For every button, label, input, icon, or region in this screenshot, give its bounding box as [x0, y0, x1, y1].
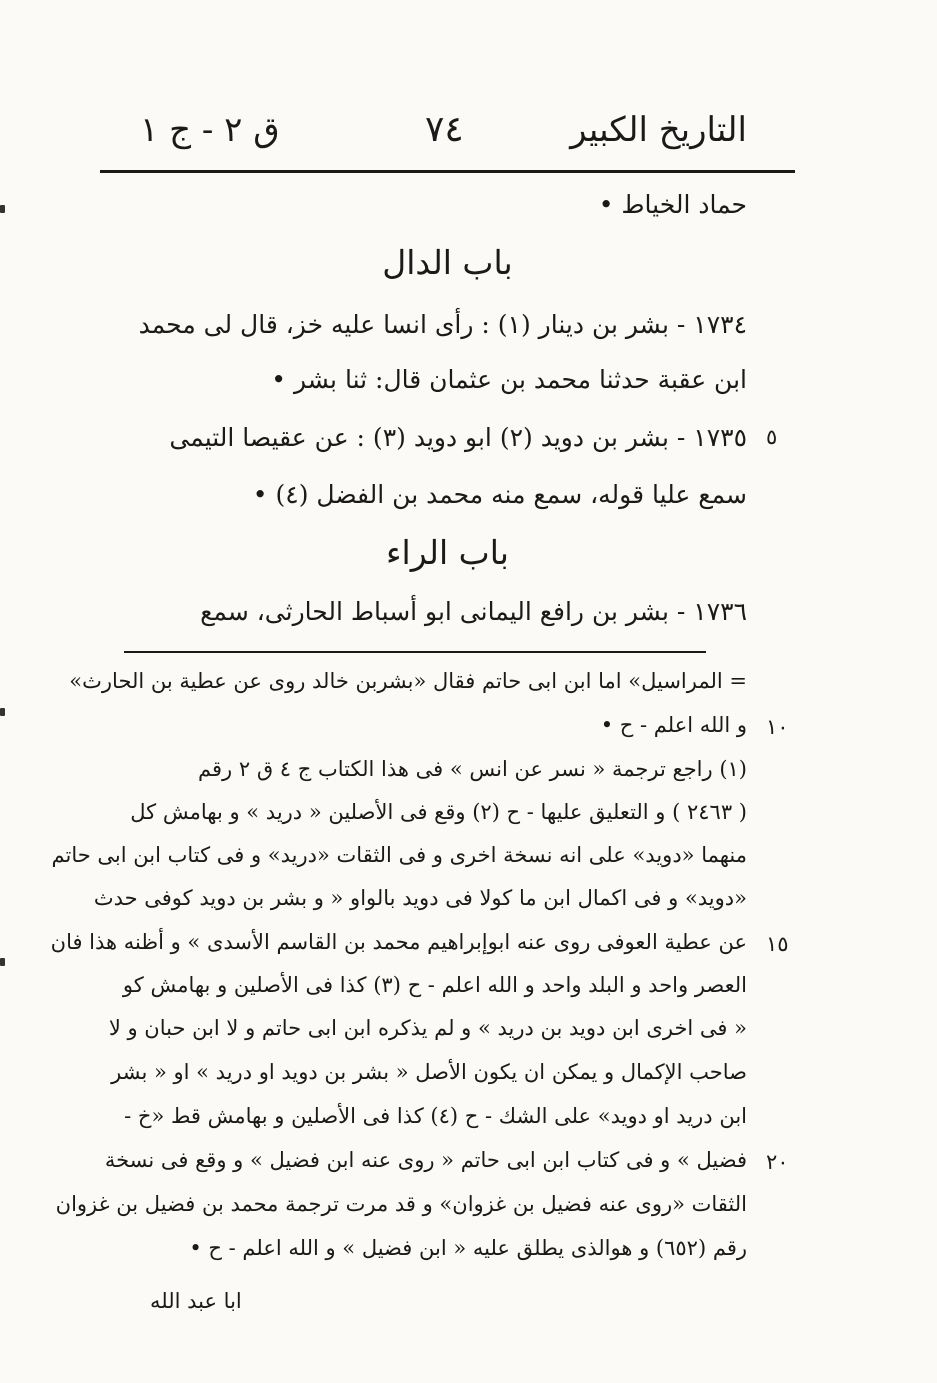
text-line: حماد الخياط •: [598, 190, 747, 219]
line-number-5: ٥: [766, 425, 778, 449]
entry-1736-line-1: ١٧٣٦ - بشر بن رافع اليمانى ابو أسباط الحارثى، سمع: [200, 597, 747, 626]
section-heading-dal: باب الدال: [382, 243, 513, 282]
footnote-line: الثقات «روى عنه فضيل بن غزوان» و قد مرت ترجمة محمد بن فضيل بن غزوان: [55, 1192, 747, 1216]
section-heading-ra: باب الراء: [386, 533, 509, 572]
footnote-separator: [124, 651, 706, 653]
footnote-line: صاحب الإكمال و يمكن ان يكون الأصل « بشر بن دويد او دريد » او « بشر: [111, 1060, 747, 1084]
entry-1734-line-1: ١٧٣٤ - بشر بن دينار (١) : رأى انسا عليه خز، قال لى محمد: [138, 310, 747, 339]
footnote-line: «دويد» و فى اكمال ابن ما كولا فى دويد بالواو « و بشر بن دويد كوفى حدث: [93, 886, 747, 910]
volume-indicator: ق ٢ - ج ١: [140, 110, 280, 150]
catchword: ابا عبد الله: [150, 1289, 242, 1313]
footnote-line: العصر واحد و البلد واحد و الله اعلم - ح (٣) كذا فى الأصلين و بهامش كو: [122, 973, 747, 997]
scan-mark: [0, 708, 5, 716]
footnote-line: ( ٢٤٦٣ ) و التعليق عليها - ح (٢) وقع فى الأصلين « دريد » و بهامش كل: [130, 800, 747, 824]
footnote-line: (١) راجع ترجمة « نسر عن انس » فى هذا الكتاب ج ٤ ق ٢ رقم: [198, 757, 747, 781]
entry-1735-line-1: ١٧٣٥ - بشر بن دويد (٢) ابو دويد (٣) : عن عقيصا التيمى: [169, 423, 747, 452]
footnote-line: ابن دريد او دويد» على الشك - ح (٤) كذا فى الأصلين و بهامش قط «خ -: [124, 1104, 747, 1128]
entry-1734-line-2: ابن عقبة حدثنا محمد بن عثمان قال: ثنا بشر •: [271, 365, 747, 394]
footnote-line: « فى اخرى ابن دويد بن دريد » و لم يذكره ابن ابى حاتم و لا ابن حبان و لا: [108, 1016, 747, 1040]
page-number: ٧٤: [425, 109, 464, 150]
footnote-line: عن عطية العوفى روى عنه ابوإبراهيم محمد بن القاسم الأسدى » و أظنه هذا فان: [50, 930, 747, 954]
running-title: التاريخ الكبير: [570, 110, 747, 150]
line-number-10: ١٠: [766, 715, 789, 739]
footnote-line: رقم (٦٥٢) و هوالذى يطلق عليه « ابن فضيل » و الله اعلم - ح •: [189, 1236, 747, 1260]
footnote-line: = المراسيل» اما ابن ابى حاتم فقال «بشربن خالد روى عن عطية بن الحارث»: [69, 669, 747, 693]
footnote-line: و الله اعلم - ح •: [600, 713, 747, 737]
scan-mark: [0, 205, 5, 213]
line-number-20: ٢٠: [766, 1150, 789, 1174]
entry-1735-line-2: سمع عليا قوله، سمع منه محمد بن الفضل (٤) •: [252, 480, 747, 509]
header-rule: [100, 170, 795, 173]
line-number-15: ١٥: [766, 932, 789, 956]
footnote-line: منهما «دويد» على انه نسخة اخرى و فى الثقات «دريد» و فى كتاب ابن ابى حاتم: [51, 843, 747, 867]
footnote-line: فضيل » و فى كتاب ابن ابى حاتم « روى عنه ابن فضيل » و وقع فى نسخة: [104, 1148, 747, 1172]
scan-mark: [0, 958, 5, 966]
